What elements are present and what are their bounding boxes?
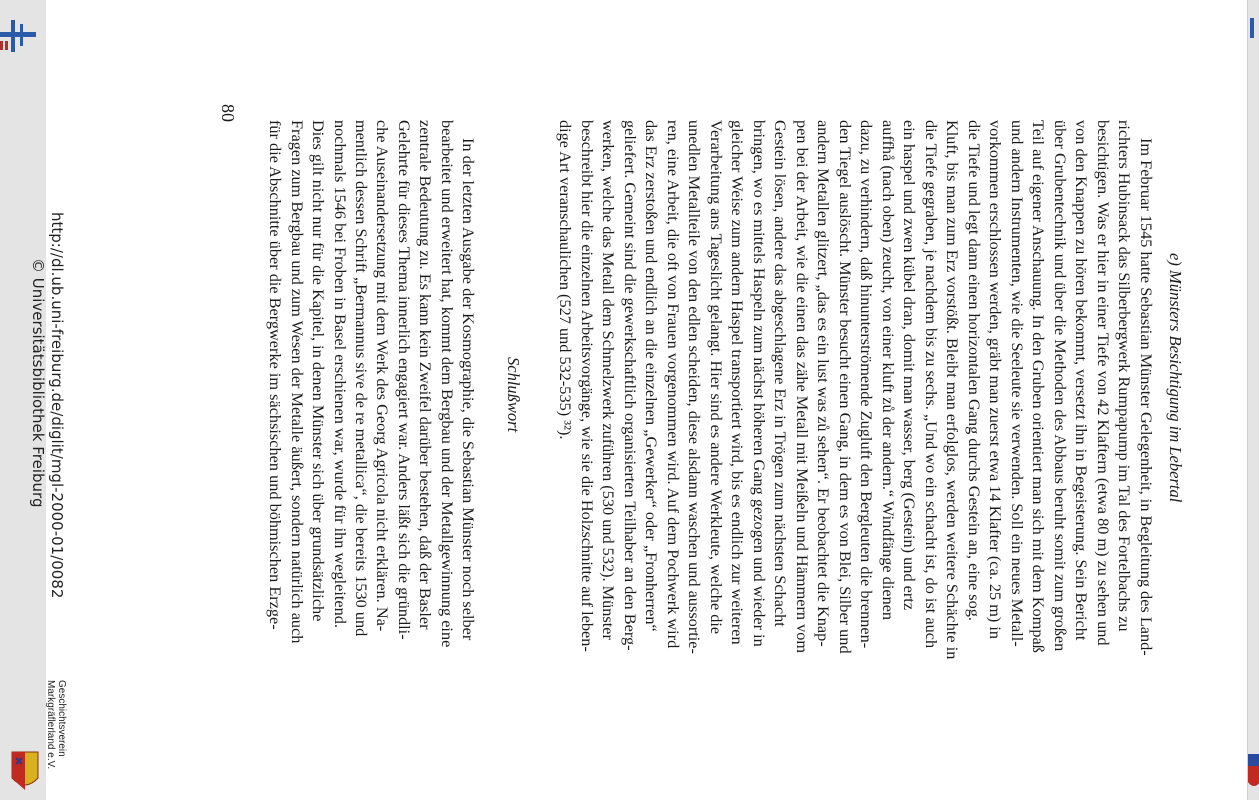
text-line: unedlen Metallteile von den edlen scheiden, diese alsdann waschen und aussortie- <box>685 120 705 654</box>
right-frame <box>1247 0 1259 800</box>
text-line: den Tiegel auslöscht. Münster besucht einen Gang, in dem es von Blei, Silber und <box>836 120 855 654</box>
text-line: beschreibt hier die einzelnen Arbeitsvorgänge, wie sie die Holzschnitte auf leben- <box>578 120 597 652</box>
closing-heading: Schlußwort <box>504 357 523 433</box>
text-line: von den Knappen zu hören bekommt, versetzt ihn in Begeisterung. Sein Bericht <box>1072 120 1092 641</box>
text-line: ren, eine Arbeit, die oft von Frauen vorgenommen wird. Auf dem Pochwerk wird <box>664 120 683 649</box>
text-line: richters Hubinsack das Silberbergwerk Rumpapump im Tal des Fortelbachs zu <box>1115 120 1135 632</box>
text-line: Gestein lösen, andere das abgeschlagene Erz in Trögen zum nächsten Schacht <box>771 120 791 627</box>
coat-of-arms-icon <box>1248 752 1259 792</box>
text-line: bearbeitet und erweitert hat, kommt dem Bergbau und der Metallgewinnung eine <box>437 120 457 648</box>
library-logo-icon <box>0 14 40 64</box>
text-line: Kluft, bis man zum Erz vorstößt. Bleibt man erfolglos, werden weitere Schächte in <box>943 120 963 660</box>
text-line: mentlich dessen Schrift „Bermannus sive de re metallica“, die bereits 1530 und <box>352 120 372 637</box>
text-line: vorkommen erschlossen werden, gräbt man zuerst etwa 14 Klafter (ca. 25 m) in <box>986 120 1006 640</box>
text-line: bringen, wo es mittels Haspeln zum nächst höheren Gang gezogen und wieder in <box>750 120 769 647</box>
scanned-page <box>29 0 1247 800</box>
text-line: ein haspel und zwen kübel dran, domit man wasser, berg (Gestein) und ertz <box>900 120 920 611</box>
text-line: werken, welche das Metall dem Schmelzwerk zuführen (530 und 532). Münster <box>599 120 619 640</box>
text-line: zentrale Bedeutung zu. Es kann kein Zweifel darüber bestehen, daß der Basler <box>416 120 436 630</box>
footer-copyright: © Universitätsbibliothek Freiburg <box>29 258 47 508</box>
paragraph-1 <box>555 120 1157 660</box>
text-line: über Grubentechnik und über die Methoden des Abbaus beruht somit zum großen <box>1051 120 1070 652</box>
text-line: gleicher Weise zum andern Haspel transportiert wird, bis es endlich zur weiteren <box>728 120 748 645</box>
footer-org-line1: Geschichtsverein <box>56 680 67 757</box>
text-line: für die Abschnitte über die Bergwerke im sächsischen und böhmischen Erzge- <box>266 120 286 630</box>
coat-of-arms-icon <box>10 750 40 794</box>
footer-org-line2: Markgräflerland e.V. <box>45 680 56 770</box>
text-line: und andern Instrumenten, wie die Seeleute sie verwenden. Soll ein neues Metall- <box>1008 120 1027 647</box>
text-line: besichtigen. Was er hier in einer Tiefe von 42 Klaftern (etwa 80 m) zu sehen und <box>1094 120 1113 646</box>
text-line: dazu, zu verhindern, daß hinunterströmende Zugluft den Bergleuten die brennen- <box>857 120 877 649</box>
text-line: In der letzten Ausgabe der Kosmographie, die Sebastian Münster noch selber <box>459 138 478 641</box>
text-line: das Erz zerstoßen und endlich an die einzelnen „Gewerker“ oder „Fronherren“ <box>642 120 662 632</box>
text-line: die Tiefe und legt dann einen horizontalen Gang durchs Gestein an, eine sog. <box>965 120 984 621</box>
text-line: Fragen zum Bergbau und zum Wesen der Metalle äußert, sondern natürlich auch <box>287 120 307 644</box>
text-line: auffhå (nach oben) zeucht, von einer kluft zů der andern.“ Windfänge dienen <box>879 120 898 621</box>
text-line: Gelehrte für dieses Thema innerlich engagiert war. Anders läßt sich die gründli- <box>394 120 414 640</box>
section-heading: e) Münsters Besichtigung im Lebertal <box>1166 253 1185 503</box>
text-line: Verarbeitung ans Tageslicht gelangt. Hier sind es andere Werkleute, welche die <box>707 120 726 635</box>
paragraph-2 <box>265 120 479 648</box>
library-logo-icon <box>1248 18 1259 48</box>
text-line: die Tiefe gegraben, je nachdem bis zu sechs. „Und wo ein schacht ist, do ist auch <box>922 120 941 649</box>
text-line: dige Art veranschaulichen (527 und 532-535) ³²). <box>556 120 576 440</box>
text-line: pen bei der Arbeit, wie die einen das zähe Metall mit Meißeln und Hämmern vom <box>793 120 812 654</box>
text-line: Dies gilt nicht nur für die Kapitel, in denen Münster sich über grundsätzliche <box>309 120 329 622</box>
text-line: andern Metallen glitzert, „das es ein lust was zů sehen“. Er beobachtet die Knap- <box>814 120 834 647</box>
text-line: Im Februar 1545 hatte Sebastian Münster Gelegenheit, in Begleitung des Land- <box>1137 138 1156 656</box>
text-line: nochmals 1546 bei Froben in Basel erschienen war, wurde für ihn wegleitend. <box>330 120 350 628</box>
page-number: 80 <box>218 104 238 122</box>
text-line: Teil auf eigener Anschauung. In den Gruben orientiert man sich mit dem Kompaß <box>1029 120 1049 653</box>
text-line: che Auseinandersetzung mit dem Werk des Georg Agricola nicht erklären. Na- <box>373 120 393 632</box>
footer-url-link[interactable]: http://dl.ub.uni-freiburg.de/diglit/mgl-2000-01/0082 <box>48 212 66 599</box>
text-line: geliefert. Gemeint sind die gewerkschaftlich organisierten Teilhaber an den Berg- <box>621 120 640 651</box>
